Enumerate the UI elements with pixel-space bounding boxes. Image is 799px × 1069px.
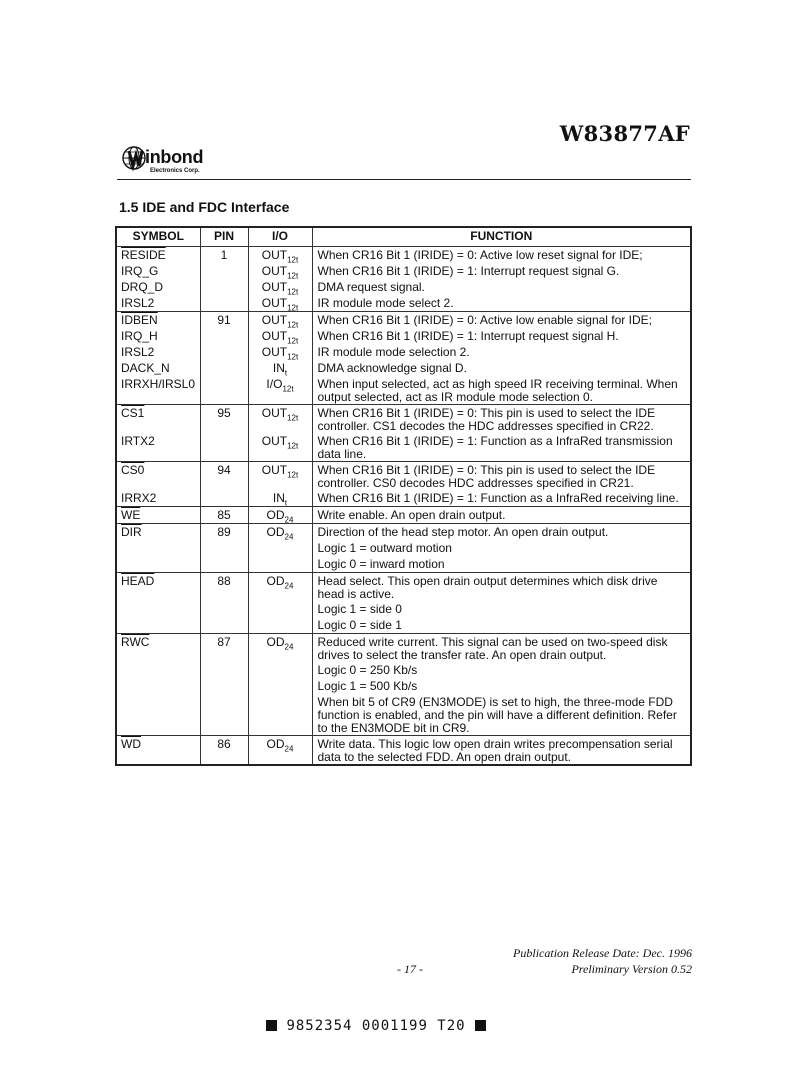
io-type: $OD_{24}$	[266, 508, 294, 525]
table-row	[116, 573, 691, 634]
function-text: Direction of the head step motor. An open drain output.	[317, 525, 609, 539]
io-type: $OD_{24}$	[266, 525, 294, 542]
io-type: $OD_{24}$	[266, 574, 294, 591]
io-type: $OD_{24}$	[266, 635, 294, 652]
io-type: $I/O_{12t}$	[266, 377, 294, 394]
header-divider	[117, 179, 691, 180]
pin-cell	[200, 405, 248, 462]
winbond-globe-icon	[120, 144, 148, 172]
pin-number: 1	[220, 248, 228, 262]
table-row	[116, 524, 691, 573]
pin-cell	[200, 507, 248, 524]
function-text: Logic 1 = 500 Kb/s	[317, 679, 418, 693]
symbol-cell	[116, 736, 200, 766]
pin-symbol: $\overline{RWC}$	[121, 635, 150, 649]
function-text: When CR16 Bit 1 (IRIDE) = 1: Interrupt request signal H.	[317, 329, 619, 343]
io-type: $OUT_{12t}$	[261, 280, 299, 297]
header-pin: PIN	[200, 227, 248, 247]
pin-symbol: HEAD	[121, 574, 155, 588]
winbond-logo	[120, 144, 240, 178]
pin-cell	[200, 312, 248, 405]
barcode-block-left	[266, 1020, 277, 1031]
function-text: Logic 0 = 250 Kb/s	[317, 663, 418, 677]
function-cell	[312, 736, 691, 766]
pin-symbol: DACK_N	[121, 361, 170, 375]
pin-number: 95	[217, 406, 231, 420]
function-cell	[312, 524, 691, 573]
pin-symbol: $\overline{WD}$	[121, 737, 141, 751]
io-cell	[248, 247, 312, 312]
page-number: - 17 -	[397, 962, 423, 976]
function-cell	[312, 573, 691, 634]
part-number: W83877AF	[559, 121, 690, 146]
header-function: FUNCTION	[312, 227, 691, 247]
function-text: When input selected, act as high speed IR receiving terminal. When output selected, act as IR module mode selection 0.	[317, 377, 678, 404]
function-cell	[312, 507, 691, 524]
logo-subtitle: Electronics Corp.	[150, 168, 200, 174]
io-type: $OD_{24}$	[266, 737, 294, 754]
pin-symbol: CS1	[121, 406, 145, 420]
pin-number: 86	[217, 737, 231, 751]
symbol-cell	[116, 507, 200, 524]
pin-symbol: $\overline{WE}$	[121, 508, 141, 522]
function-text: When bit 5 of CR9 (EN3MODE) is set to high, the three-mode FDD function is enabled, and the pin will have a different definition. Refer to the EN3MODE bit in CR9.	[317, 695, 677, 735]
pin-cell	[200, 736, 248, 766]
pin-symbol: CS0	[121, 463, 145, 477]
symbol-cell	[116, 634, 200, 736]
pin-number: 85	[217, 508, 231, 522]
io-cell	[248, 573, 312, 634]
barcode-strip	[266, 1018, 486, 1034]
function-cell	[312, 462, 691, 507]
table-row	[116, 736, 691, 766]
function-cell	[312, 405, 691, 462]
symbol-cell	[116, 312, 200, 405]
io-type: $OUT_{12t}$	[261, 296, 299, 313]
pin-number: 94	[217, 463, 231, 477]
io-cell	[248, 736, 312, 766]
pin-number: 88	[217, 574, 231, 588]
table-row	[116, 507, 691, 524]
header-symbol: SYMBOL	[116, 227, 200, 247]
logo-wordmark: inbond	[145, 147, 204, 167]
pin-symbol: IDBEN	[121, 313, 158, 327]
symbol-cell	[116, 573, 200, 634]
function-text: Write enable. An open drain output.	[317, 508, 506, 522]
function-text: DMA acknowledge signal D.	[317, 361, 467, 375]
io-type: $IN_t$	[272, 491, 288, 508]
section-title: 1.5 IDE and FDC Interface	[119, 199, 290, 215]
pin-symbol: RESIDE	[121, 248, 166, 262]
io-cell	[248, 312, 312, 405]
symbol-cell	[116, 247, 200, 312]
pin-cell	[200, 573, 248, 634]
pin-cell	[200, 462, 248, 507]
function-text: Logic 1 = side 0	[317, 602, 402, 616]
io-cell	[248, 634, 312, 736]
function-text: DMA request signal.	[317, 280, 425, 294]
io-type: $OUT_{12t}$	[261, 248, 299, 265]
io-cell	[248, 507, 312, 524]
function-text: Head select. This open drain output determines which disk drive head is active.	[317, 574, 658, 601]
function-cell	[312, 312, 691, 405]
io-type: $OUT_{12t}$	[261, 329, 299, 346]
pin-cell	[200, 524, 248, 573]
pin-symbol: IRTX2	[121, 434, 155, 448]
io-type: $OUT_{12t}$	[261, 313, 299, 330]
table-row	[116, 247, 691, 312]
function-text: When CR16 Bit 1 (IRIDE) = 0: This pin is used to select the IDE controller. CS1 decodes the HDC addresses specified in CR22.	[317, 406, 656, 433]
function-text: When CR16 Bit 1 (IRIDE) = 0: This pin is used to select the IDE controller. CS0 decodes HDC addresses specified in CR21.	[317, 463, 656, 490]
table-header-row	[116, 227, 691, 247]
version-label: Preliminary Version 0.52	[571, 962, 692, 976]
io-type: $OUT_{12t}$	[261, 406, 299, 423]
io-cell	[248, 524, 312, 573]
table-row	[116, 405, 691, 462]
pin-symbol: IRSL2	[121, 296, 155, 310]
function-cell	[312, 247, 691, 312]
pin-cell	[200, 247, 248, 312]
function-text: When CR16 Bit 1 (IRIDE) = 1: Interrupt request signal G.	[317, 264, 620, 278]
release-date: Publication Release Date: Dec. 1996	[513, 946, 692, 960]
pin-symbol: IRRX2	[121, 491, 157, 505]
symbol-cell	[116, 462, 200, 507]
header-io: I/O	[248, 227, 312, 247]
table-row	[116, 312, 691, 405]
function-cell	[312, 634, 691, 736]
symbol-cell	[116, 524, 200, 573]
io-type: $OUT_{12t}$	[261, 345, 299, 362]
table-row	[116, 462, 691, 507]
table-row	[116, 634, 691, 736]
function-text: IR module mode selection 2.	[317, 345, 470, 359]
pin-number: 87	[217, 635, 231, 649]
pin-symbol: DRQ_D	[121, 280, 164, 294]
io-cell	[248, 462, 312, 507]
function-text: When CR16 Bit 1 (IRIDE) = 1: Function as a InfraRed transmission data line.	[317, 434, 673, 461]
barcode-text: 9852354 0001199 T20	[286, 1018, 466, 1034]
pin-symbol: IRQ_H	[121, 329, 158, 343]
function-text: IR module mode select 2.	[317, 296, 454, 310]
function-text: Logic 0 = inward motion	[317, 557, 445, 571]
pin-description-table	[115, 226, 692, 766]
pin-symbol: IRSL2	[121, 345, 155, 359]
barcode-block-right	[475, 1020, 486, 1031]
pin-symbol: IRRXH/IRSL0	[121, 377, 196, 391]
io-type: $IN_t$	[272, 361, 288, 378]
function-text: Logic 0 = side 1	[317, 618, 402, 632]
io-cell	[248, 405, 312, 462]
io-type: $OUT_{12t}$	[261, 434, 299, 451]
function-text: When CR16 Bit 1 (IRIDE) = 0: Active low reset signal for IDE;	[317, 248, 643, 262]
pin-number: 89	[217, 525, 231, 539]
function-text: When CR16 Bit 1 (IRIDE) = 0: Active low enable signal for IDE;	[317, 313, 652, 327]
pin-symbol: IRQ_G	[121, 264, 159, 278]
pin-symbol: $\overline{DIR}$	[121, 525, 142, 539]
symbol-cell	[116, 405, 200, 462]
pin-number: 91	[217, 313, 231, 327]
pin-cell	[200, 634, 248, 736]
function-text: When CR16 Bit 1 (IRIDE) = 1: Function as a InfraRed receiving line.	[317, 491, 679, 505]
function-text: Reduced write current. This signal can be used on two-speed disk drives to select the transfer rate. An open drain output.	[317, 635, 668, 662]
io-type: $OUT_{12t}$	[261, 264, 299, 281]
function-text: Logic 1 = outward motion	[317, 541, 452, 555]
io-type: $OUT_{12t}$	[261, 463, 299, 480]
function-text: Write data. This logic low open drain writes precompensation serial data to the selected FDD. An open drain output.	[317, 737, 673, 764]
